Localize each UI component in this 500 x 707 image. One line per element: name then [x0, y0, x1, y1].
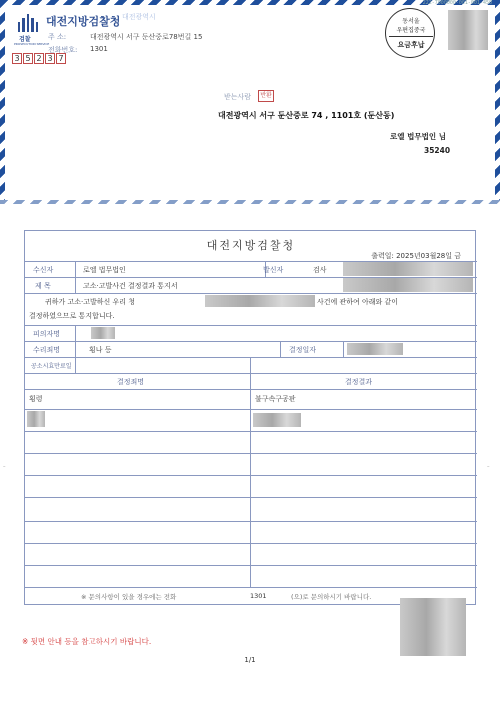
logo-bars-icon	[18, 14, 38, 32]
logo-korean-text: 검찰	[19, 36, 31, 43]
back-guide-warning: ※ 뒷면 안내 등을 참고하시기 바랍니다.	[22, 637, 152, 646]
suspect-field-label: 피의자명	[33, 330, 61, 338]
zip-digit: 2	[34, 53, 44, 64]
recipient-address: 대전광역시 서구 둔산중로 74 , 1101호 (둔산동)	[218, 111, 395, 120]
page-number: 1/1	[244, 656, 256, 664]
redacted-case-number	[205, 295, 315, 307]
subject-field-value: 고소·고발사건 결정결과 통지서	[83, 282, 178, 290]
decision-date-label: 결정일자	[289, 346, 317, 354]
redacted-row2-crime	[27, 411, 45, 427]
notice-sheet	[24, 230, 476, 605]
top-code: 222-7000000-001-001-450	[422, 0, 492, 6]
sender-field-label: 발신자	[263, 266, 284, 274]
phone-label: 전화번호:	[48, 46, 78, 54]
subject-field-label: 제 목	[35, 282, 51, 290]
redacted-sender	[343, 262, 473, 276]
recipient-label: 받는사람	[224, 93, 252, 101]
zip-digit: 7	[56, 53, 66, 64]
public-date-label: 공소시효만료일	[31, 363, 72, 370]
notice-title: 대전지방검찰청	[206, 239, 296, 252]
sender-zip-boxes	[12, 53, 66, 64]
zip-digit: 5	[23, 53, 33, 64]
sender-ghost-text: 대전광역시	[122, 13, 156, 21]
recipient-name: 로엘 법무법인 님	[390, 132, 446, 141]
stamp-line-3: 요금후납	[397, 41, 425, 49]
right-edge-mark: –	[487, 464, 490, 470]
charge-field-value: 횡나 등	[89, 346, 112, 354]
footnote-text-post: (으)로 문의하시기 바랍니다.	[291, 593, 372, 601]
zip-digit: 3	[12, 53, 22, 64]
charge-field-label: 수리죄명	[33, 346, 61, 354]
redacted-suspect-name	[91, 327, 115, 339]
recipient-zip: 35240	[424, 146, 451, 155]
return-stamp: 반환	[258, 90, 274, 102]
stamp-divider	[389, 36, 433, 37]
airmail-stripe-right	[495, 0, 500, 200]
notice-body-line2: 결정하였으므로 통지합니다.	[29, 312, 115, 320]
notice-body-line1-pre: 귀하가 고소·고발하신 우리 청	[45, 298, 136, 306]
column-crime-header: 결정죄명	[117, 378, 145, 386]
redacted-row2-result	[253, 413, 301, 427]
address-value: 대전광역시 서구 둔산중로78번길 15	[90, 33, 203, 41]
sender-field-role: 검사	[313, 266, 327, 274]
address-label: 주 소:	[48, 33, 67, 41]
recipient-field-label: 수신자	[33, 266, 54, 274]
zip-digit: 3	[45, 53, 55, 64]
row1-result: 불구속구공판	[255, 395, 296, 403]
footnote-phone: 1301	[250, 592, 267, 600]
sender-name: 대전지방검찰청	[46, 15, 121, 28]
redacted-barcode	[448, 10, 488, 50]
print-date: 출력일: 2025년03월28일 금	[371, 252, 461, 260]
left-edge-mark: –	[3, 464, 6, 470]
phone-value: 1301	[90, 45, 108, 53]
stamp-line-2: 우편집중국	[396, 27, 426, 34]
stamp-line-1: 동서울	[402, 18, 420, 25]
redacted-subject-right	[343, 278, 473, 292]
prosecution-logo	[14, 12, 50, 46]
redacted-decision-date	[347, 343, 403, 355]
airmail-stripe-left	[0, 0, 5, 200]
row1-crime: 횡령	[29, 395, 43, 403]
logo-english-text: PROSECUTION SERVICE	[14, 42, 50, 46]
footnote-text-pre: ※ 문의사항이 있을 경우에는 전화	[81, 593, 177, 601]
column-result-header: 결정결과	[345, 378, 373, 386]
postage-paid-stamp	[385, 8, 435, 58]
fold-stripe	[0, 200, 500, 204]
notice-body-line1-post: 사건에 관하여 아래와 같이	[317, 298, 399, 306]
redacted-seal	[400, 598, 466, 656]
recipient-field-value: 로엘 법무법인	[83, 266, 126, 274]
